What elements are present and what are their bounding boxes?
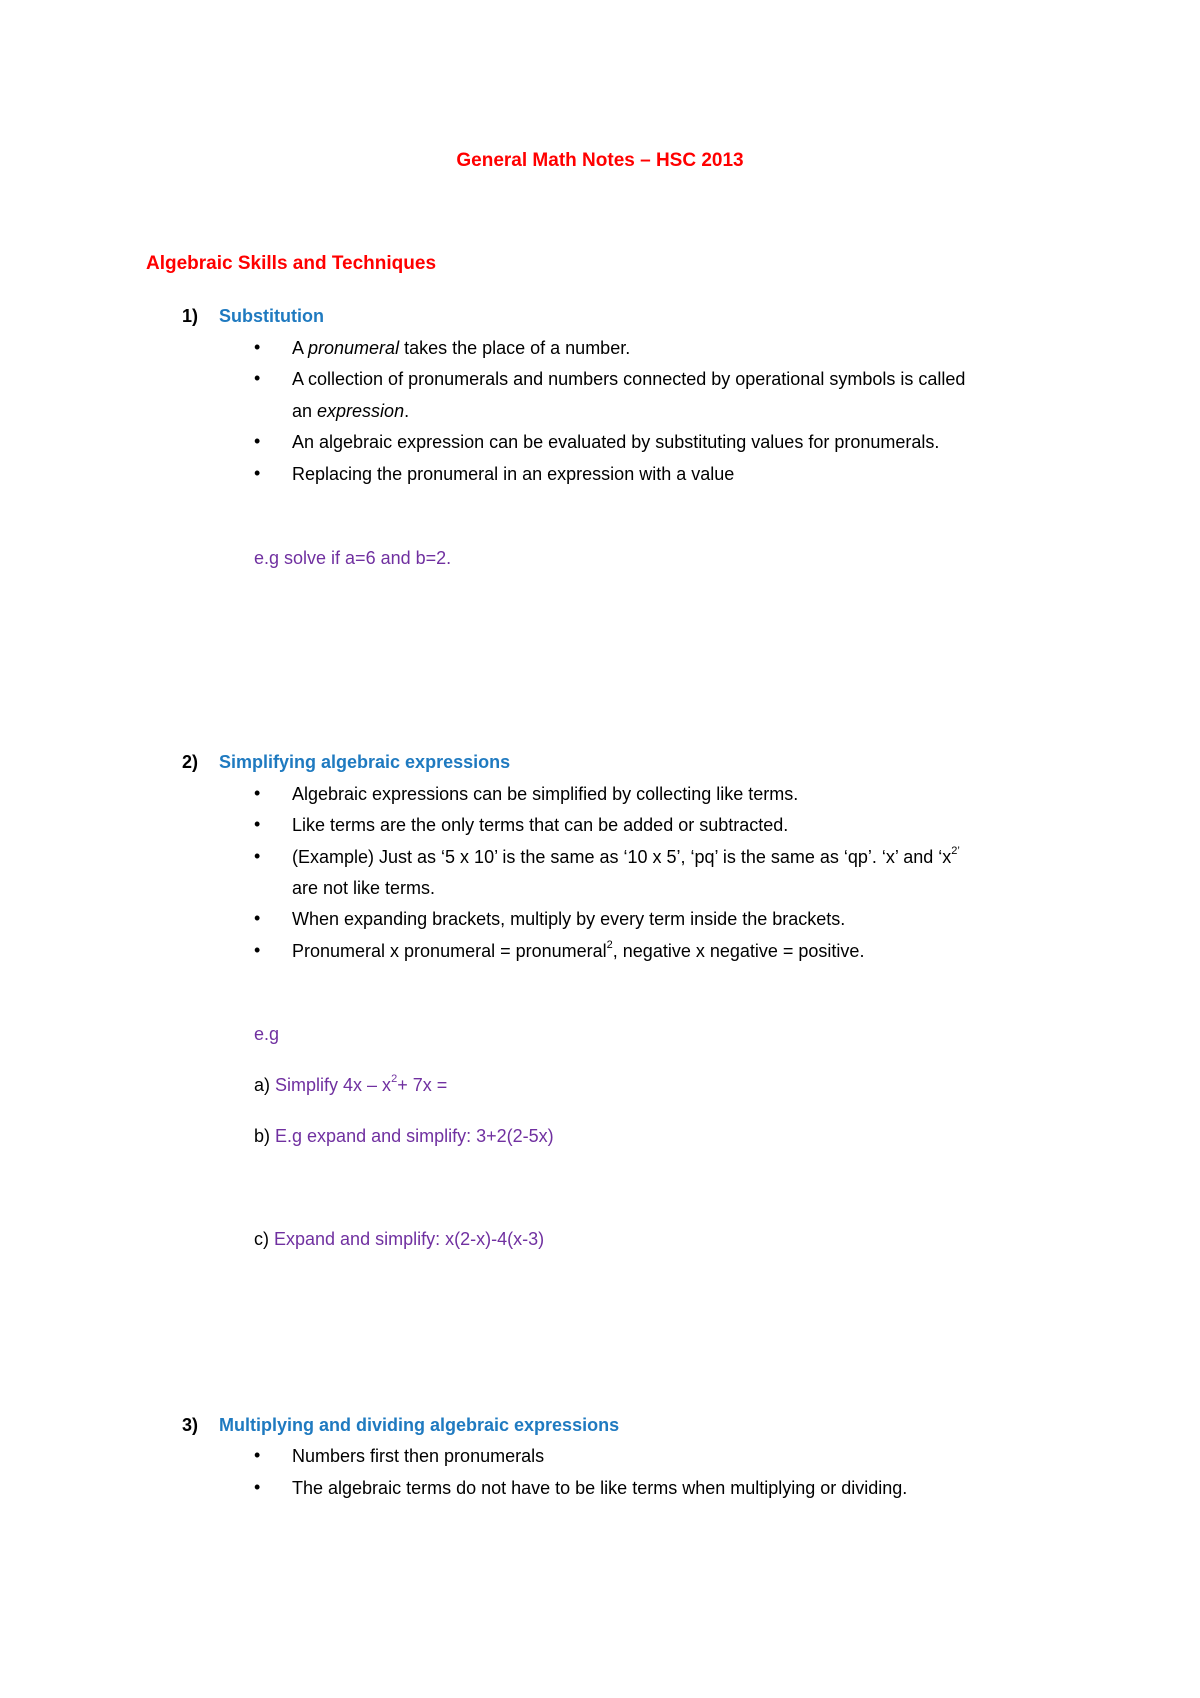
bullet-text: Algebraic expressions can be simplified by collecting like terms. (292, 784, 799, 804)
bullet-icon: • (254, 368, 261, 388)
bullet-text: Replacing the pronumeral in an expression with a value (292, 464, 735, 484)
item-number: 3) (182, 1415, 199, 1435)
bullet-text: The algebraic terms do not have to be like terms when multiplying or dividing. (292, 1478, 908, 1498)
bullet-text-continued: an expression. (292, 401, 410, 421)
bullet-icon: • (254, 783, 261, 803)
bullet-icon: • (254, 337, 261, 357)
subsection-heading: Simplifying algebraic expressions (219, 752, 511, 772)
bullet-icon: • (254, 1445, 261, 1465)
bullet-icon: • (254, 908, 261, 928)
section-heading: Algebraic Skills and Techniques (146, 253, 437, 274)
item-number: 1) (182, 306, 199, 326)
bullet-text: A pronumeral takes the place of a number. (292, 338, 631, 358)
example-c: c) Expand and simplify: x(2-x)-4(x-3) (254, 1229, 545, 1249)
example-a: a) Simplify $4x - x^2+ 7x$ = (254, 1073, 448, 1095)
bullet-text-continued: are not like terms. (292, 878, 436, 898)
item-number: 2) (182, 752, 199, 772)
bullet-text: A collection of pronumerals and numbers connected by operational symbols is called (292, 369, 966, 389)
bullet-icon: • (254, 1477, 261, 1497)
bullet-icon: • (254, 463, 261, 483)
bullet-icon: • (254, 431, 261, 451)
subsection-heading: Multiplying and dividing algebraic expressions (219, 1415, 620, 1435)
bullet-text: An algebraic expression can be evaluated by substituting values for pronumerals. (292, 432, 940, 452)
subsection-heading: Substitution (219, 306, 324, 326)
bullet-icon: • (254, 940, 261, 960)
example-label: e.g (254, 1024, 280, 1044)
example-b: b) E.g expand and simplify: 3+2(2-5x) (254, 1126, 554, 1146)
bullet-text: Pronumeral x pronumeral = pronumeral$^2$, negative x negative = positive. (292, 939, 865, 961)
bullet-text: When expanding brackets, multiply by every term inside the brackets. (292, 909, 846, 929)
bullet-text: Numbers first then pronumerals (292, 1446, 545, 1466)
page-title: General Math Notes – HSC 2013 (456, 150, 744, 171)
example-text: e.g solve if a=6 and b=2. (254, 548, 452, 568)
bullet-text: Like terms are the only terms that can be added or subtracted. (292, 815, 789, 835)
bullet-text: (Example) Just as ‘5 x 10’ is the same as ‘10 x 5’, ‘pq’ is the same as ‘qp’. ‘x’ and ‘$x^{2’}$ (292, 845, 960, 867)
bullet-icon: • (254, 846, 261, 866)
bullet-icon: • (254, 814, 261, 834)
